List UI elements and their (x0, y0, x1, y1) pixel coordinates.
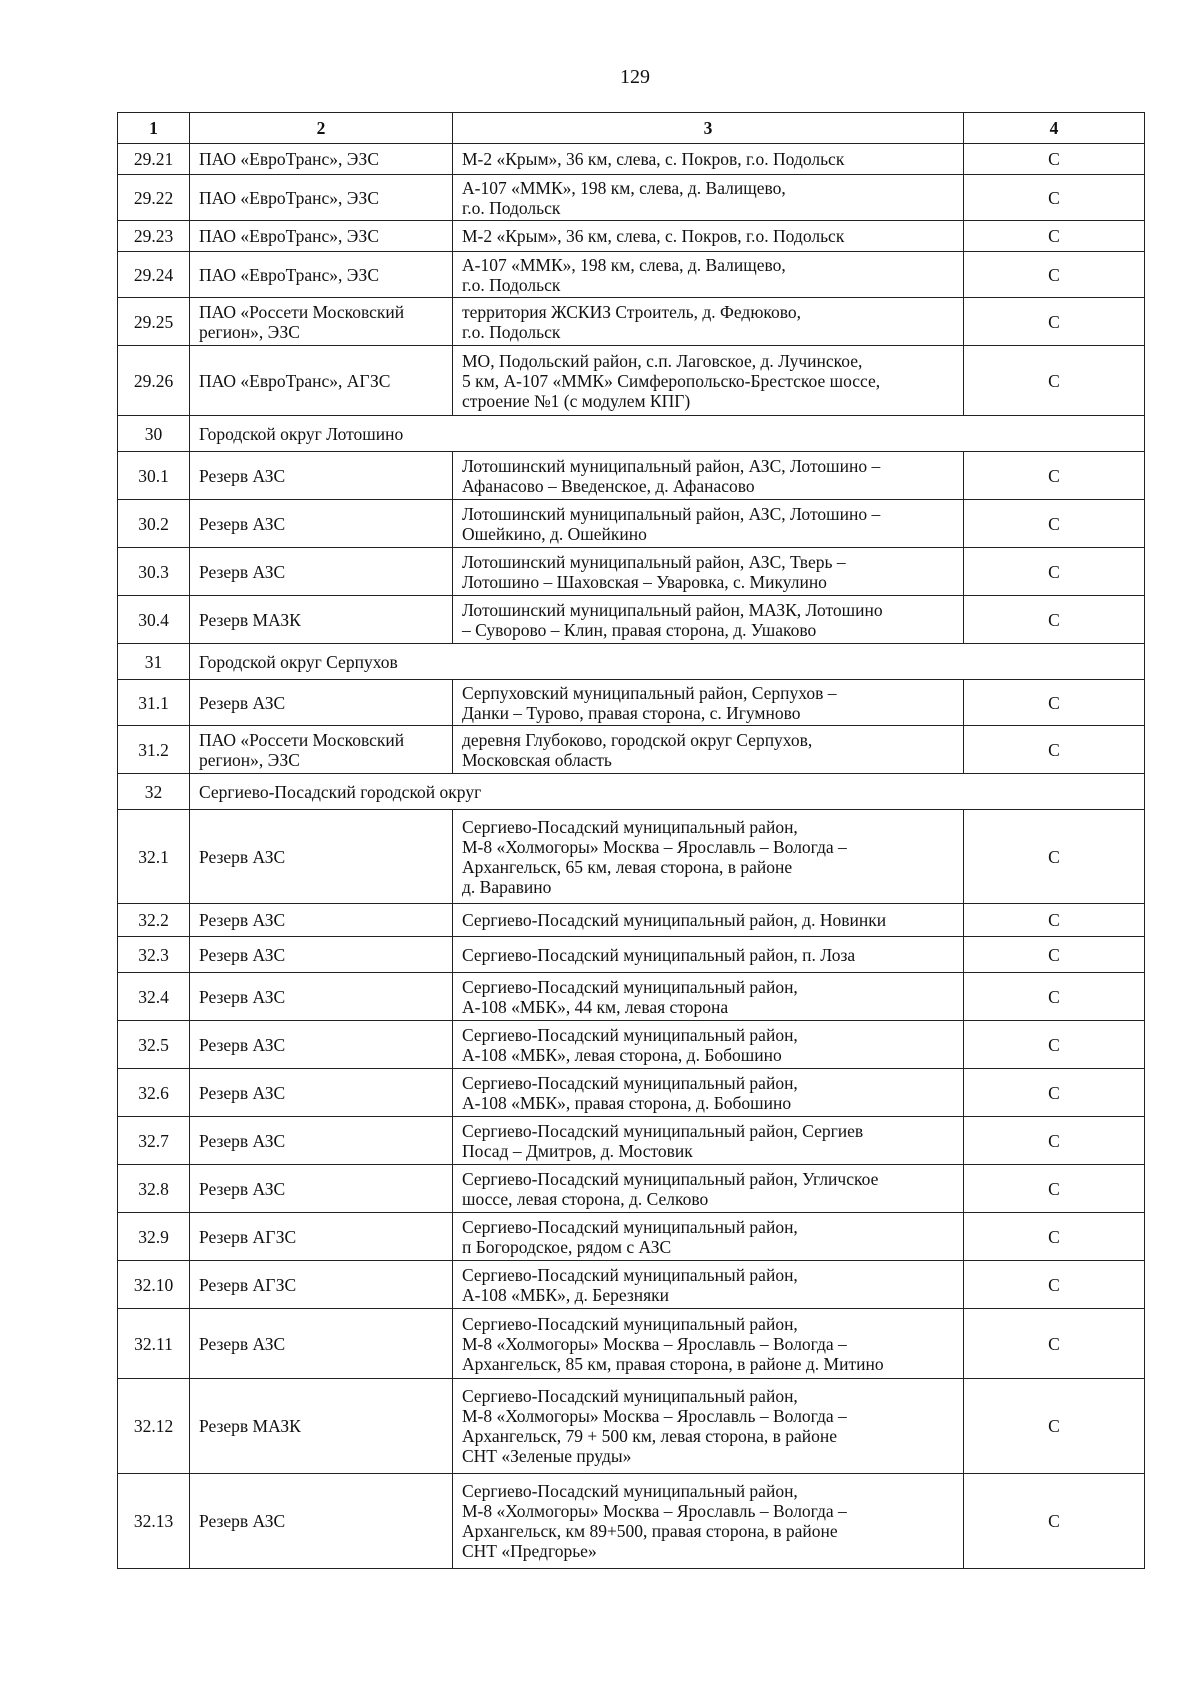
row-number: 32.8 (118, 1165, 190, 1213)
station-owner: Резерв АЗС (190, 1165, 453, 1213)
station-location (453, 1165, 964, 1213)
location-line: Сергиево-Посадский муниципальный район, (462, 816, 798, 837)
section-row (118, 416, 1145, 452)
station-owner: Резерв АГЗС (190, 1261, 453, 1309)
row-number: 32.7 (118, 1117, 190, 1165)
section-row (118, 644, 1145, 680)
station-category: С (964, 500, 1145, 548)
location-line: Архангельск, км 89+500, правая сторона, в районе (462, 1521, 838, 1541)
location-line: М-8 «Холмогоры» Москва – Ярославль – Вологда – (462, 836, 847, 857)
location-line: г.о. Подольск (462, 274, 561, 295)
station-category: С (964, 1165, 1145, 1213)
location-line: Сергиево-Посадский муниципальный район, (462, 1386, 798, 1406)
location-line: – Суворово – Клин, правая сторона, д. Ушаково (462, 619, 817, 640)
row-number: 29.21 (118, 144, 190, 175)
location-line: А-108 «МБК», 44 км, левая сторона (462, 996, 729, 1017)
station-category: С (964, 1117, 1145, 1165)
table-row (118, 1069, 1145, 1117)
table-row (118, 1309, 1145, 1379)
location-line: шоссе, левая сторона, д. Селково (462, 1188, 709, 1209)
table-row (118, 973, 1145, 1021)
station-owner: Резерв АЗС (190, 937, 453, 973)
table-row (118, 937, 1145, 973)
location-line: строение №1 (с модулем КПГ) (462, 390, 691, 411)
location-line: г.о. Подольск (462, 197, 561, 218)
row-number: 32.4 (118, 973, 190, 1021)
location-line: Лотошино – Шаховская – Уваровка, с. Микулино (462, 571, 827, 592)
station-owner: Резерв АЗС (190, 1309, 453, 1379)
station-category: С (964, 298, 1145, 346)
station-category: С (964, 1021, 1145, 1069)
station-owner: Резерв АЗС (190, 904, 453, 937)
station-category: С (964, 726, 1145, 774)
station-location (453, 904, 964, 937)
section-title: Сергиево-Посадский городской округ (190, 774, 1145, 810)
station-location (453, 175, 964, 221)
row-number: 32.6 (118, 1069, 190, 1117)
station-owner: ПАО «ЕвроТранс», АГЗС (190, 346, 453, 416)
station-location (453, 452, 964, 500)
section-number: 31 (118, 644, 190, 680)
station-location (453, 252, 964, 298)
table-row (118, 500, 1145, 548)
row-number: 32.10 (118, 1261, 190, 1309)
header-col-1: 1 (118, 113, 190, 144)
location-line: Сергиево-Посадский муниципальный район, (462, 1313, 798, 1334)
row-number: 30.2 (118, 500, 190, 548)
section-number: 30 (118, 416, 190, 452)
station-category: С (964, 252, 1145, 298)
station-owner: Резерв АЗС (190, 1117, 453, 1165)
location-line: М-8 «Холмогоры» Москва – Ярославль – Вологда – (462, 1406, 847, 1426)
station-owner: Резерв МАЗК (190, 596, 453, 644)
row-number: 32.1 (118, 810, 190, 904)
station-location (453, 500, 964, 548)
location-line: Ошейкино, д. Ошейкино (462, 523, 647, 544)
station-owner: Резерв АЗС (190, 1474, 453, 1569)
station-location (453, 548, 964, 596)
location-line: А-108 «МБК», левая сторона, д. Бобошино (462, 1044, 782, 1065)
location-line: Архангельск, 65 км, левая сторона, в районе (462, 856, 793, 877)
location-line: Сергиево-Посадский муниципальный район, (462, 1481, 798, 1501)
location-line: Сергиево-Посадский муниципальный район, (462, 1264, 798, 1285)
station-category: С (964, 346, 1145, 416)
table-row (118, 144, 1145, 175)
section-number: 32 (118, 774, 190, 810)
row-number: 31.2 (118, 726, 190, 774)
location-line: А-107 «ММК», 198 км, слева, д. Валищево, (462, 254, 786, 275)
location-line: М-2 «Крым», 36 км, слева, с. Покров, г.о. Подольск (462, 149, 845, 169)
station-owner: ПАО «ЕвроТранс», ЭЗС (190, 175, 453, 221)
location-line: Лотошинский муниципальный район, МАЗК, Лотошино (462, 599, 883, 620)
row-number: 30.1 (118, 452, 190, 500)
station-location (453, 973, 964, 1021)
row-number: 29.26 (118, 346, 190, 416)
station-category: С (964, 596, 1145, 644)
station-owner: Резерв АЗС (190, 1069, 453, 1117)
table-row (118, 175, 1145, 221)
station-owner: Резерв АЗС (190, 452, 453, 500)
station-location (453, 596, 964, 644)
station-category: С (964, 1379, 1145, 1474)
station-owner: Резерв АЗС (190, 810, 453, 904)
section-title: Городской округ Серпухов (190, 644, 1145, 680)
page-number: 129 (620, 66, 650, 88)
location-line: Сергиево-Посадский муниципальный район, (462, 1216, 798, 1237)
row-number: 32.9 (118, 1213, 190, 1261)
table-row (118, 1021, 1145, 1069)
station-category: С (964, 937, 1145, 973)
location-line: Архангельск, 79 + 500 км, левая сторона, в районе (462, 1426, 838, 1446)
station-location (453, 1117, 964, 1165)
location-line: Архангельск, 85 км, правая сторона, в районе д. Митино (462, 1353, 884, 1374)
location-line: М-2 «Крым», 36 км, слева, с. Покров, г.о. Подольск (462, 226, 845, 246)
station-owner: ПАО «Россети Московский регион», ЭЗС (190, 726, 453, 774)
station-owner: Резерв АЗС (190, 1021, 453, 1069)
station-location (453, 726, 964, 774)
location-line: СНТ «Зеленые пруды» (462, 1446, 632, 1466)
station-owner: ПАО «Россети Московский регион», ЭЗС (190, 298, 453, 346)
location-line: Сергиево-Посадский муниципальный район, Сергиев (462, 1120, 864, 1141)
row-number: 29.24 (118, 252, 190, 298)
station-location (453, 1379, 964, 1474)
location-line: Сергиево-Посадский муниципальный район, (462, 976, 798, 997)
station-category: С (964, 452, 1145, 500)
location-line: М-8 «Холмогоры» Москва – Ярославль – Вологда – (462, 1501, 847, 1521)
location-line: п Богородское, рядом с АЗС (462, 1236, 672, 1257)
station-owner: ПАО «ЕвроТранс», ЭЗС (190, 252, 453, 298)
location-line: М-8 «Холмогоры» Москва – Ярославль – Вологда – (462, 1333, 847, 1354)
station-location (453, 1213, 964, 1261)
station-owner: Резерв АЗС (190, 973, 453, 1021)
section-title: Городской округ Лотошино (190, 416, 1145, 452)
station-owner: Резерв АЗС (190, 680, 453, 726)
location-line: деревня Глубоково, городской округ Серпухов, (462, 729, 813, 750)
location-line: Серпуховский муниципальный район, Серпухов – (462, 682, 837, 703)
station-category: С (964, 1069, 1145, 1117)
station-category: С (964, 144, 1145, 175)
location-line: Сергиево-Посадский муниципальный район, (462, 1072, 798, 1093)
table-row (118, 346, 1145, 416)
station-category: С (964, 1309, 1145, 1379)
station-category: С (964, 1474, 1145, 1569)
station-category: С (964, 904, 1145, 937)
location-line: территория ЖСКИЗ Строитель, д. Федюково, (462, 301, 802, 322)
location-line: А-108 «МБК», д. Березняки (462, 1284, 670, 1305)
station-category: С (964, 1261, 1145, 1309)
header-col-3: 3 (453, 113, 964, 144)
station-location (453, 937, 964, 973)
station-category: С (964, 548, 1145, 596)
table-row (118, 1379, 1145, 1474)
table-row (118, 452, 1145, 500)
row-number: 30.3 (118, 548, 190, 596)
table-row (118, 1474, 1145, 1569)
station-owner: ПАО «ЕвроТранс», ЭЗС (190, 221, 453, 252)
table-row (118, 1117, 1145, 1165)
station-location (453, 1261, 964, 1309)
row-number: 29.22 (118, 175, 190, 221)
station-location (453, 1474, 964, 1569)
table-row (118, 596, 1145, 644)
row-number: 29.25 (118, 298, 190, 346)
location-line: Сергиево-Посадский муниципальный район, Угличское (462, 1168, 879, 1189)
station-location (453, 144, 964, 175)
section-row (118, 774, 1145, 810)
station-location (453, 680, 964, 726)
station-owner: Резерв МАЗК (190, 1379, 453, 1474)
table-row (118, 252, 1145, 298)
location-line: Сергиево-Посадский муниципальный район, (462, 1024, 798, 1045)
row-number: 32.3 (118, 937, 190, 973)
station-owner: Резерв АЗС (190, 500, 453, 548)
station-owner: Резерв АГЗС (190, 1213, 453, 1261)
table-row (118, 548, 1145, 596)
station-category: С (964, 1213, 1145, 1261)
station-location (453, 1309, 964, 1379)
row-number: 32.11 (118, 1309, 190, 1379)
row-number: 31.1 (118, 680, 190, 726)
location-line: Московская область (462, 749, 612, 770)
table-row (118, 726, 1145, 774)
location-line: д. Варавино (462, 876, 552, 897)
location-line: Посад – Дмитров, д. Мостовик (462, 1140, 693, 1161)
location-line: 5 км, А-107 «ММК» Симферопольско-Брестское шоссе, (462, 370, 881, 391)
location-line: СНТ «Предгорье» (462, 1541, 597, 1561)
station-location (453, 221, 964, 252)
station-category: С (964, 221, 1145, 252)
station-location (453, 298, 964, 346)
row-number: 30.4 (118, 596, 190, 644)
location-line: Данки – Турово, правая сторона, с. Игумново (462, 702, 801, 723)
location-line: МО, Подольский район, с.п. Лаговское, д. Лучинское, (462, 350, 863, 371)
station-category: С (964, 680, 1145, 726)
location-line: Сергиево-Посадский муниципальный район, п. Лоза (462, 944, 856, 965)
location-line: Сергиево-Посадский муниципальный район, д. Новинки (462, 910, 887, 930)
row-number: 29.23 (118, 221, 190, 252)
stations-table (117, 112, 1145, 1569)
location-line: Лотошинский муниципальный район, АЗС, Лотошино – (462, 503, 881, 524)
table-row (118, 1261, 1145, 1309)
row-number: 32.2 (118, 904, 190, 937)
row-number: 32.13 (118, 1474, 190, 1569)
station-location (453, 810, 964, 904)
table-body (118, 144, 1145, 1569)
station-category: С (964, 973, 1145, 1021)
location-line: г.о. Подольск (462, 321, 561, 342)
station-owner: ПАО «ЕвроТранс», ЭЗС (190, 144, 453, 175)
row-number: 32.5 (118, 1021, 190, 1069)
station-location (453, 1069, 964, 1117)
header-col-4: 4 (964, 113, 1145, 144)
location-line: Афанасово – Введенское, д. Афанасово (462, 475, 755, 496)
station-owner: Резерв АЗС (190, 548, 453, 596)
location-line: А-108 «МБК», правая сторона, д. Бобошино (462, 1092, 792, 1113)
station-category: С (964, 175, 1145, 221)
header-row (118, 113, 1145, 144)
location-line: Лотошинский муниципальный район, АЗС, Тверь – (462, 551, 846, 572)
table-row (118, 1213, 1145, 1261)
station-location (453, 1021, 964, 1069)
station-category: С (964, 810, 1145, 904)
table-row (118, 680, 1145, 726)
row-number: 32.12 (118, 1379, 190, 1474)
table-row (118, 298, 1145, 346)
station-location (453, 346, 964, 416)
table-row (118, 221, 1145, 252)
location-line: Лотошинский муниципальный район, АЗС, Лотошино – (462, 455, 881, 476)
location-line: А-107 «ММК», 198 км, слева, д. Валищево, (462, 177, 786, 198)
header-col-2: 2 (190, 113, 453, 144)
table-row (118, 1165, 1145, 1213)
table-row (118, 810, 1145, 904)
table-row (118, 904, 1145, 937)
